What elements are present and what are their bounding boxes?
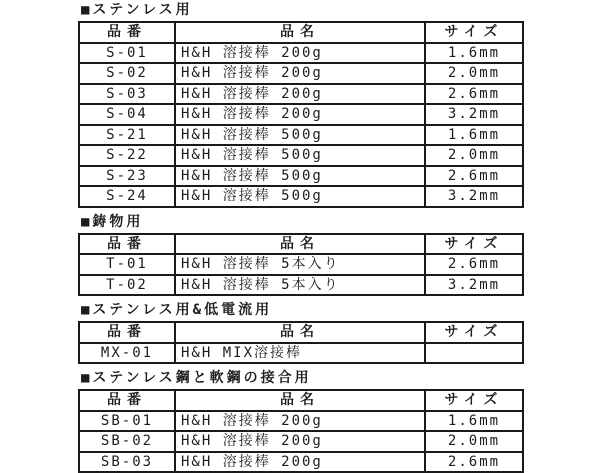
product-size-cell: 1.6mm xyxy=(425,43,523,64)
table-row xyxy=(79,254,523,275)
table-row xyxy=(79,84,523,105)
section-title: ■鋳物用 xyxy=(81,213,144,230)
product-name-cell: H&H 溶接棒 200g xyxy=(175,104,425,125)
col-header-name: 品名 xyxy=(175,390,425,411)
product-name-cell: H&H 溶接棒 200g xyxy=(175,63,425,84)
table-row xyxy=(79,125,523,146)
col-header-code: 品番 xyxy=(79,22,175,43)
table-row xyxy=(79,452,523,473)
product-code-cell: SB-03 xyxy=(79,452,175,473)
product-size-cell: 2.0mm xyxy=(425,431,523,452)
product-code-cell: MX-01 xyxy=(79,343,175,364)
product-code-cell: SB-02 xyxy=(79,431,175,452)
table-row xyxy=(79,431,523,452)
product-code-cell: S-21 xyxy=(79,125,175,146)
col-header-size: サイズ xyxy=(425,322,523,343)
table-row xyxy=(79,166,523,187)
section-title: ■ステンレス鋼と軟鋼の接合用 xyxy=(81,370,312,386)
product-code-cell: S-23 xyxy=(79,166,175,187)
product-size-cell: 2.6mm xyxy=(425,84,523,105)
product-name-cell: H&H 溶接棒 200g xyxy=(175,84,425,105)
product-size-cell: 2.0mm xyxy=(425,145,523,166)
table-row xyxy=(79,411,523,432)
product-code-cell: SB-01 xyxy=(79,411,175,432)
section-title: ■ステンレス用 xyxy=(81,2,193,18)
product-name-cell: H&H 溶接棒 200g xyxy=(175,431,425,452)
product-name-cell: H&H 溶接棒 500g xyxy=(175,145,425,166)
product-name-cell: H&H 溶接棒 200g xyxy=(175,452,425,473)
product-name-cell: H&H 溶接棒 200g xyxy=(175,43,425,64)
product-size-cell: 2.6mm xyxy=(425,452,523,473)
products-table xyxy=(78,389,524,473)
col-header-name: 品名 xyxy=(175,234,425,255)
product-size-cell: 2.6mm xyxy=(425,254,523,275)
col-header-code: 品番 xyxy=(79,234,175,255)
product-name-cell: H&H 溶接棒 200g xyxy=(175,411,425,432)
product-code-cell: S-02 xyxy=(79,63,175,84)
table-row xyxy=(79,43,523,64)
col-header-size: サイズ xyxy=(425,22,523,43)
products-table xyxy=(78,21,524,208)
table-row xyxy=(79,186,523,207)
product-name-cell: H&H 溶接棒 500g xyxy=(175,125,425,146)
product-code-cell: T-01 xyxy=(79,254,175,275)
product-size-cell: 1.6mm xyxy=(425,125,523,146)
product-code-cell: S-24 xyxy=(79,186,175,207)
col-header-size: サイズ xyxy=(425,234,523,255)
product-code-cell: S-22 xyxy=(79,145,175,166)
product-name-cell: H&H 溶接棒 5本入り xyxy=(175,254,425,275)
table-row xyxy=(79,63,523,84)
product-code-cell: S-03 xyxy=(79,84,175,105)
product-name-cell: H&H 溶接棒 500g xyxy=(175,186,425,207)
header-row xyxy=(79,234,523,255)
col-header-name: 品名 xyxy=(175,322,425,343)
product-size-cell: 2.6mm xyxy=(425,166,523,187)
table-row xyxy=(79,104,523,125)
table-row xyxy=(79,145,523,166)
col-header-size: サイズ xyxy=(425,390,523,411)
section-title: ■ステンレス用&低電流用 xyxy=(81,302,273,318)
product-name-cell: H&H 溶接棒 5本入り xyxy=(175,275,425,296)
product-size-cell: 3.2mm xyxy=(425,186,523,207)
products-table xyxy=(78,233,524,297)
product-code-cell: T-02 xyxy=(79,275,175,296)
header-row xyxy=(79,322,523,343)
col-header-code: 品番 xyxy=(79,390,175,411)
product-code-cell: S-01 xyxy=(79,43,175,64)
table-row xyxy=(79,343,523,364)
header-row xyxy=(79,22,523,43)
product-size-cell: 1.6mm xyxy=(425,411,523,432)
product-size-cell: 2.0mm xyxy=(425,63,523,84)
header-row xyxy=(79,390,523,411)
col-header-name: 品名 xyxy=(175,22,425,43)
product-size-cell: 3.2mm xyxy=(425,104,523,125)
product-name-cell: H&H MIX溶接棒 xyxy=(175,343,425,364)
products-table xyxy=(78,321,524,364)
product-code-cell: S-04 xyxy=(79,104,175,125)
product-name-cell: H&H 溶接棒 500g xyxy=(175,166,425,187)
product-size-cell xyxy=(425,343,523,364)
col-header-code: 品番 xyxy=(79,322,175,343)
table-row xyxy=(79,275,523,296)
product-size-cell: 3.2mm xyxy=(425,275,523,296)
